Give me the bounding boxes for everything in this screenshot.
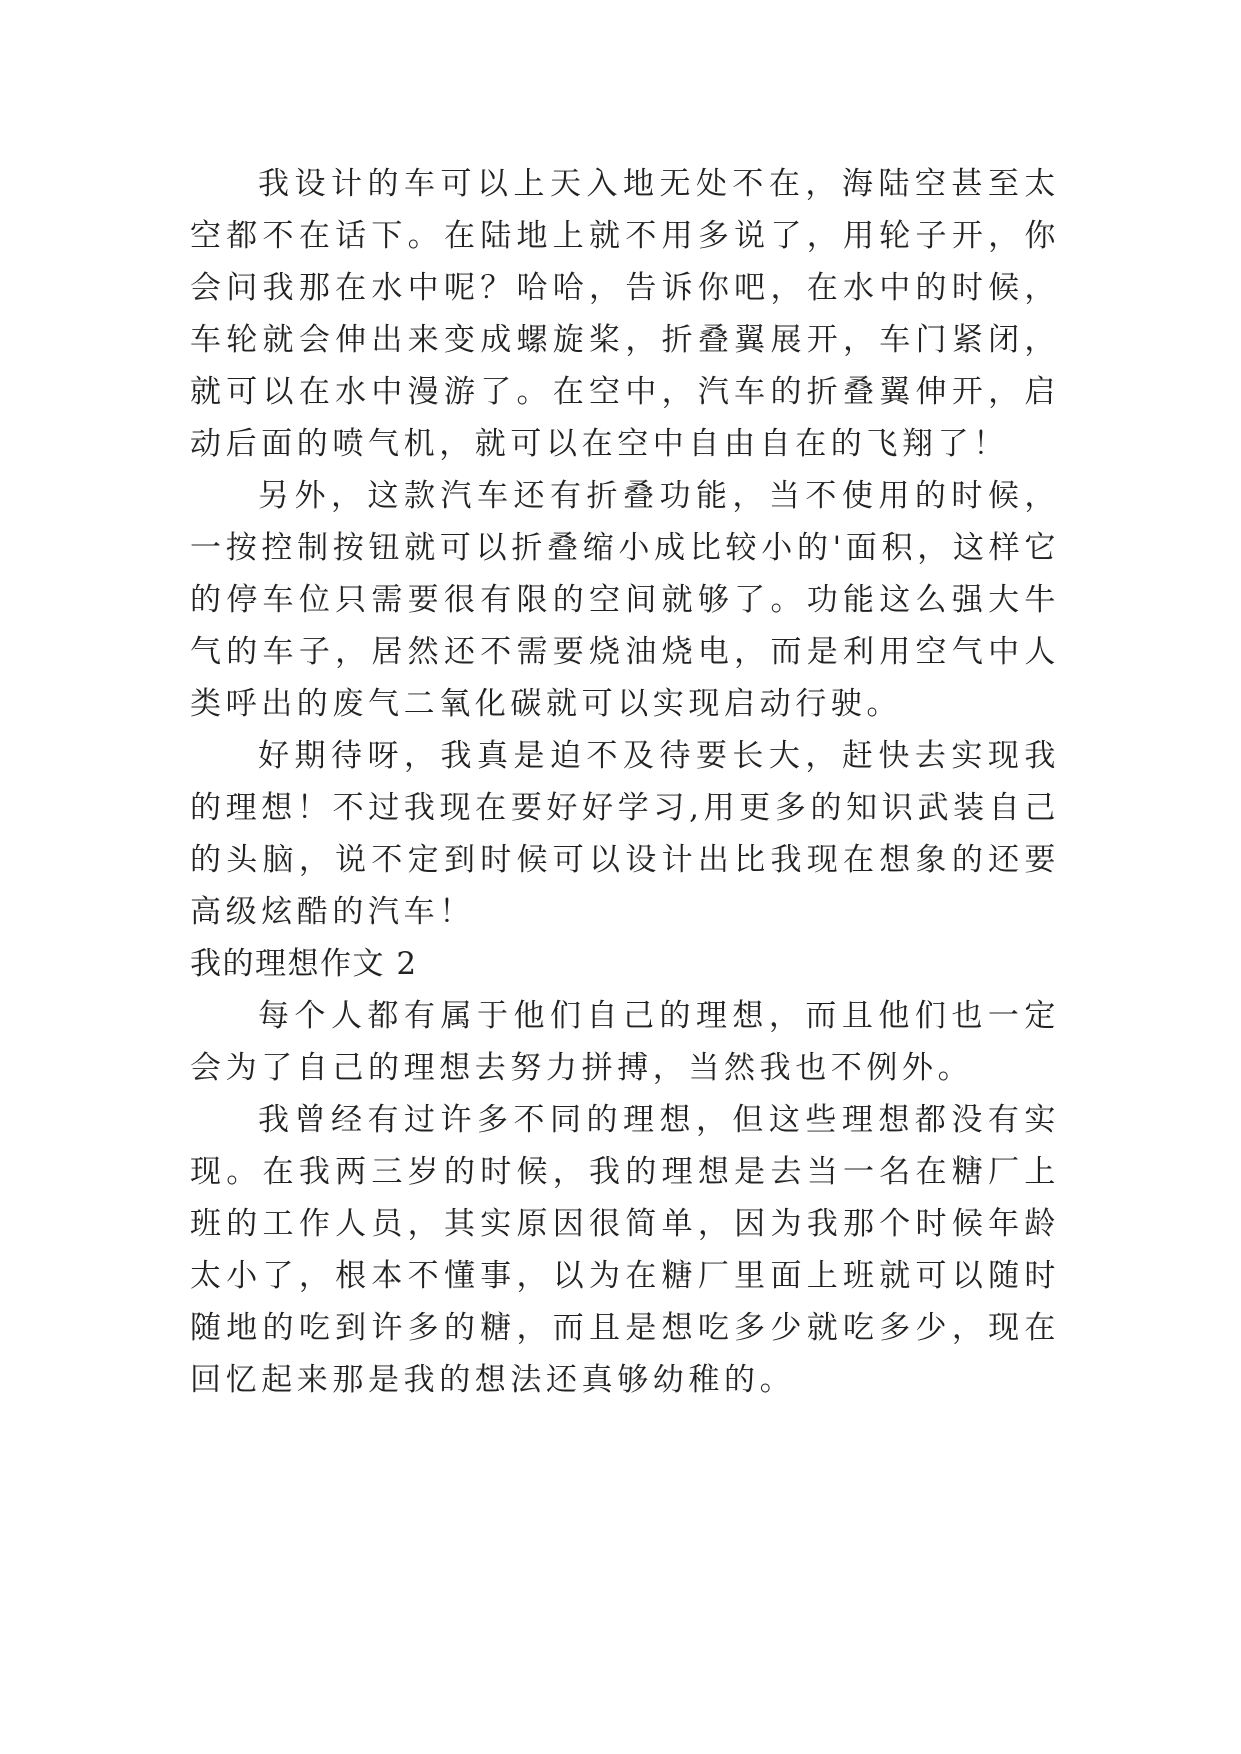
- paragraph-everyone-has-dream: 每个人都有属于他们自己的理想，而且他们也一定会为了自己的理想去努力拼搏，当然我也不例外。: [190, 998, 1060, 1086]
- document-body: [190, 158, 1060, 1406]
- paragraph-past-dreams: 我曾经有过许多不同的理想，但这些理想都没有实现。在我两三岁的时候，我的理想是去当一名在糖厂上班的工作人员，其实原因很简单，因为我那个时候年龄太小了，根本不懂事，以为在糖厂里面上班就可以随时随地的吃到许多的糖，而且是想吃多少就吃多少，现在回忆起来那是我的想法还真够幼稚的。: [190, 1102, 1060, 1398]
- section-heading: 我的理想作文 2: [190, 946, 418, 982]
- paragraph-looking-forward: 好期待呀，我真是迫不及待要长大，赶快去实现我的理想！不过我现在要好好学习,用更多的知识武装自己的头脑，说不定到时候可以设计出比我现在想象的还要高级炫酷的汽车！: [190, 738, 1060, 930]
- paragraph-folding-function: 另外，这款汽车还有折叠功能，当不使用的时候，一按控制按钮就可以折叠缩小成比较小的'面积，这样它的停车位只需要很有限的空间就够了。功能这么强大牛气的车子，居然还不需要烧油烧电，而是利用空气中人类呼出的废气二氧化碳就可以实现启动行驶。: [190, 478, 1060, 722]
- paragraph-car-design: 我设计的车可以上天入地无处不在，海陆空甚至太空都不在话下。在陆地上就不用多说了，用轮子开，你会问我那在水中呢？哈哈，告诉你吧，在水中的时候，车轮就会伸出来变成螺旋桨，折叠翼展开，车门紧闭，就可以在水中漫游了。在空中，汽车的折叠翼伸开，启动后面的喷气机，就可以在空中自由自在的飞翔了！: [190, 166, 1060, 462]
